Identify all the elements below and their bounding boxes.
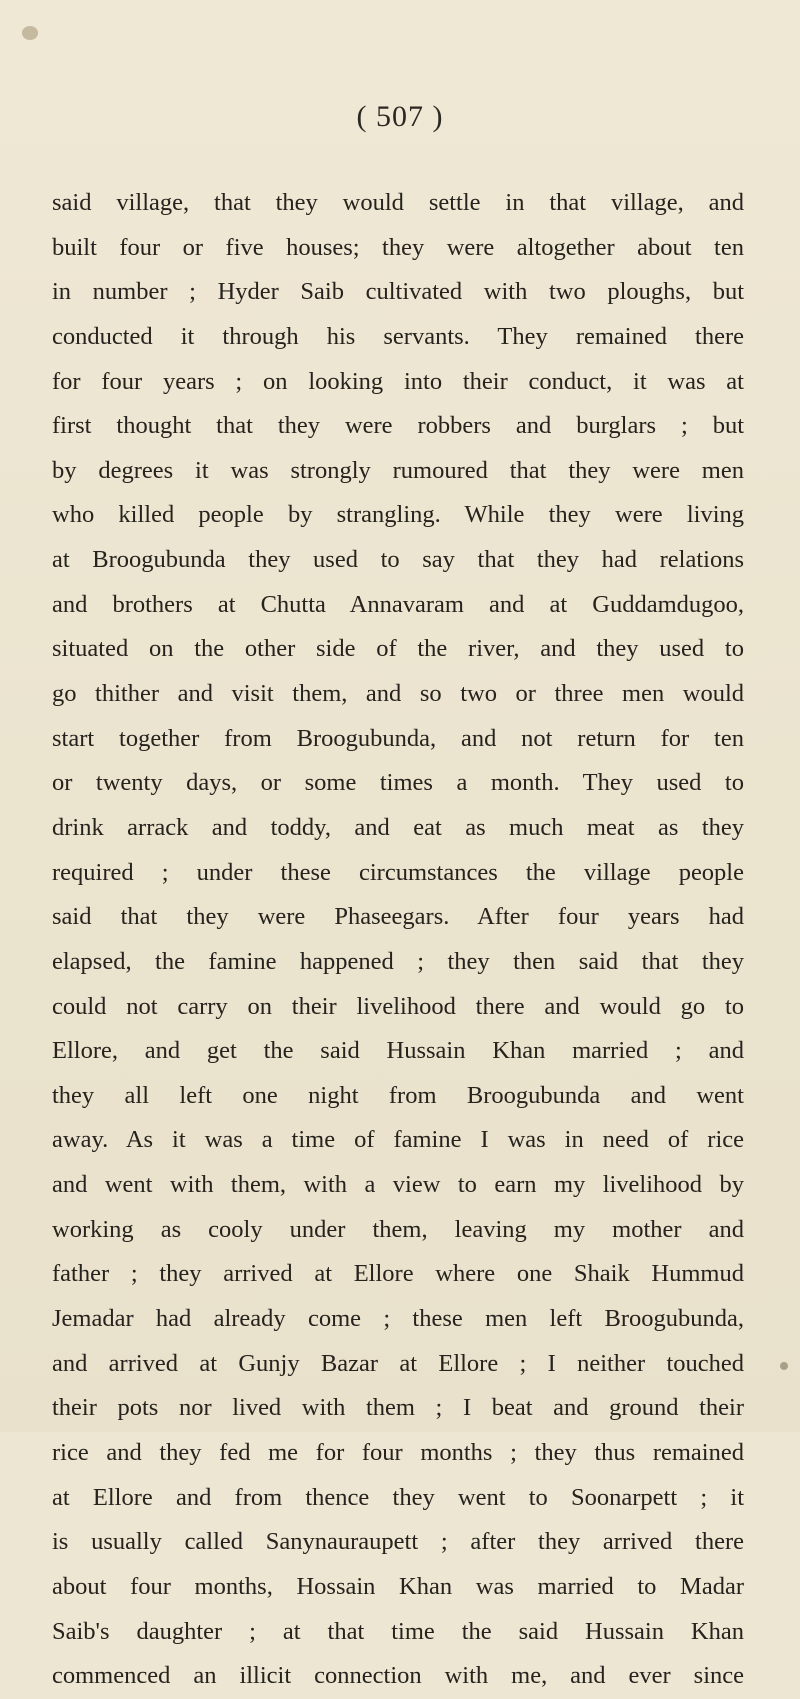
page-number: ( 507 ) (356, 100, 444, 133)
paper-stain (780, 1362, 788, 1370)
text-line: rice and they fed me for four months ; they thus remained (52, 1438, 744, 1466)
text-line: drink arrack and toddy, and eat as much meat as they (52, 813, 744, 841)
text-line: father ; they arrived at Ellore where one Shaik Hummud (52, 1260, 744, 1288)
text-line: first thought that they were robbers and burglars ; but (52, 412, 744, 440)
text-line: and brothers at Chutta Annavaram and at Guddamdugoo, (52, 590, 744, 618)
text-line: at Broogubunda they used to say that they had relations (52, 546, 744, 574)
text-line: about four months, Hossain Khan was married to Madar (52, 1572, 744, 1600)
text-line: required ; under these circumstances the village people (52, 858, 744, 886)
text-line: for four years ; on looking into their conduct, it was at (52, 367, 744, 395)
text-line: Ellore, and get the said Hussain Khan married ; and (52, 1037, 744, 1065)
text-line: working as cooly under them, leaving my mother and (52, 1215, 744, 1243)
text-line: Jemadar had already come ; these men left Broogubunda, (52, 1305, 744, 1333)
text-line: is usually called Sanynauraupett ; after they arrived there (52, 1528, 744, 1556)
text-line: situated on the other side of the river, and they used to (52, 635, 744, 663)
text-line: and went with them, with a view to earn my livelihood by (52, 1171, 744, 1199)
text-line: Saib's daughter ; at that time the said Hussain Khan (52, 1617, 744, 1645)
text-line: said that they were Phaseegars. After four years had (52, 903, 744, 931)
text-line: in number ; Hyder Saib cultivated with two ploughs, but (52, 278, 744, 306)
text-line: said village, that they would settle in that village, and (52, 189, 744, 216)
text-line: built four or five houses; they were altogether about ten (52, 233, 744, 261)
text-line: go thither and visit them, and so two or three men would (52, 680, 744, 708)
text-line: by degrees it was strongly rumoured that they were men (52, 456, 744, 484)
body-text (52, 181, 744, 1699)
text-line: elapsed, the famine happened ; they then said that they (52, 947, 744, 975)
text-line: start together from Broogubunda, and not return for ten (52, 724, 744, 752)
text-line: or twenty days, or some times a month. They used to (52, 769, 744, 797)
paper-stain (22, 26, 38, 40)
text-line: could not carry on their livelihood there and would go to (52, 992, 744, 1020)
text-line: who killed people by strangling. While they were living (52, 501, 744, 529)
text-line: at Ellore and from thence they went to Soonarpett ; it (52, 1483, 744, 1511)
text-line: they all left one night from Broogubunda and went (52, 1081, 744, 1109)
text-line: conducted it through his servants. They remained there (52, 322, 744, 350)
text-line: commenced an illicit connection with me, and ever since (52, 1662, 744, 1690)
text-line: away. As it was a time of famine I was in need of rice (52, 1126, 744, 1154)
text-line: their pots nor lived with them ; I beat and ground their (52, 1394, 744, 1422)
text-line: and arrived at Gunjy Bazar at Ellore ; I neither touched (52, 1349, 744, 1377)
